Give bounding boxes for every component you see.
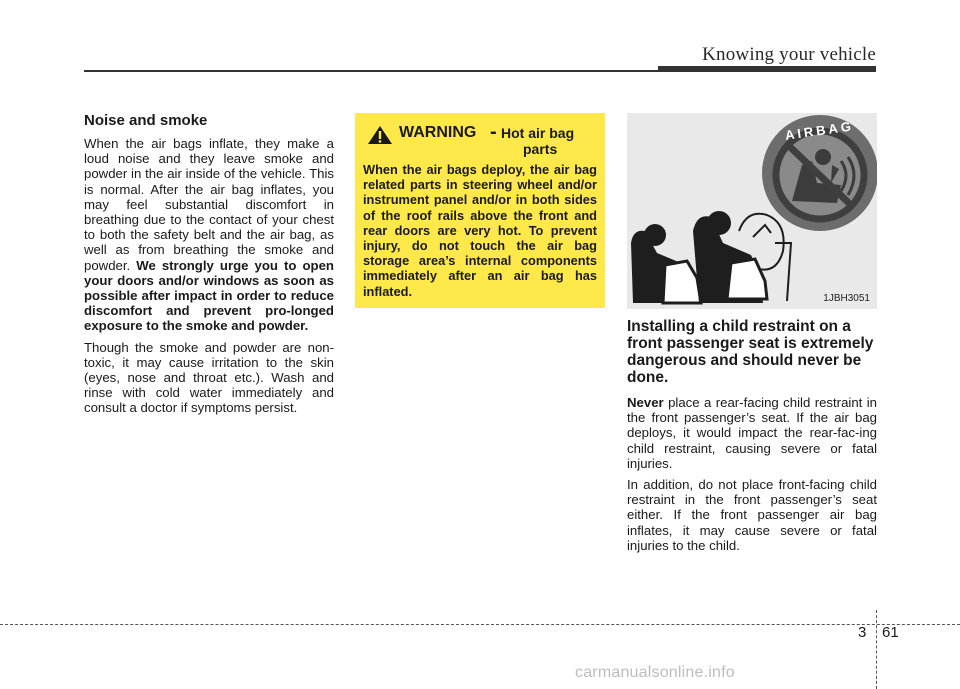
- warning-title: [501, 125, 591, 157]
- warning-label: WARNING: [399, 124, 477, 141]
- emphasis-text: We strongly urge you to open your doors and/or windows as soon as possible after impact in order to reduce discomfort and prevent pro-longed exposure to the smoke and powder.: [84, 257, 334, 334]
- emphasis-text: Never: [627, 395, 664, 410]
- child-seat-illustration: [627, 113, 877, 309]
- section-heading: Noise and smoke: [84, 112, 208, 129]
- warning-body: When the air bags deploy, the air bag related parts in steering wheel and/or instrument panel and/or in both sides of the roof rails above the front and rear doors are very hot. To prevent injury, do not touch the air bag storage area’s internal components immediately after an air bag has inflated.: [363, 162, 597, 299]
- paragraph: [627, 395, 877, 471]
- noise-smoke-section: [84, 112, 334, 422]
- header-title: Knowing your vehicle: [702, 44, 876, 65]
- warning-triangle-icon: [367, 125, 393, 145]
- child-restraint-section: [627, 318, 877, 559]
- warning-box: [355, 113, 605, 308]
- page-number: 61: [882, 624, 899, 641]
- section-heading: Installing a child restraint on a front passenger seat is extremely dangerous and should never be done.: [627, 318, 874, 386]
- child-seat-figure: [627, 113, 877, 309]
- paragraph-text: When the air bags inflate, they make a loud noise and they leave smoke and powder in the air inside of the vehicle. This is normal. After the air bag inflates, you may feel substantial discomfort in breathing due to the contact of your chest to both the safety belt and the air bag, as well as from breathing the smoke and powder.: [84, 136, 334, 273]
- paragraph: In addition, do not place front-facing child restraint in the front passenger’s seat either. If the front passenger air bag inflates, it may cause severe or fatal injuries to the child.: [627, 477, 877, 553]
- footer-rule: [0, 624, 960, 625]
- header-rule-accent: [658, 66, 876, 72]
- figure-code: 1JBH3051: [823, 293, 870, 304]
- airbag-badge-text: AIRBAG: [784, 118, 855, 143]
- footer-divider: [876, 610, 877, 689]
- warning-dash: -: [490, 121, 497, 143]
- paragraph: [84, 136, 334, 334]
- paragraph: Though the smoke and powder are non-toxic, it may cause irritation to the skin (eyes, nose and throat etc.). Wash and rinse with cold water immediately and consult a doctor if symptoms persist.: [84, 339, 334, 416]
- paragraph-text: place a rear-facing child restraint in the front passenger’s seat. If the air bag deploys, it would impact the rear-fac-ing child restraint, causing severe or fatal injuries.: [627, 395, 877, 471]
- watermark: carmanualsonline.info: [575, 664, 735, 681]
- warning-title-line: parts: [523, 141, 558, 157]
- seat-silhouettes: [631, 211, 767, 303]
- warning-title-line: Hot air bag: [501, 125, 575, 141]
- chapter-number: 3: [858, 624, 867, 641]
